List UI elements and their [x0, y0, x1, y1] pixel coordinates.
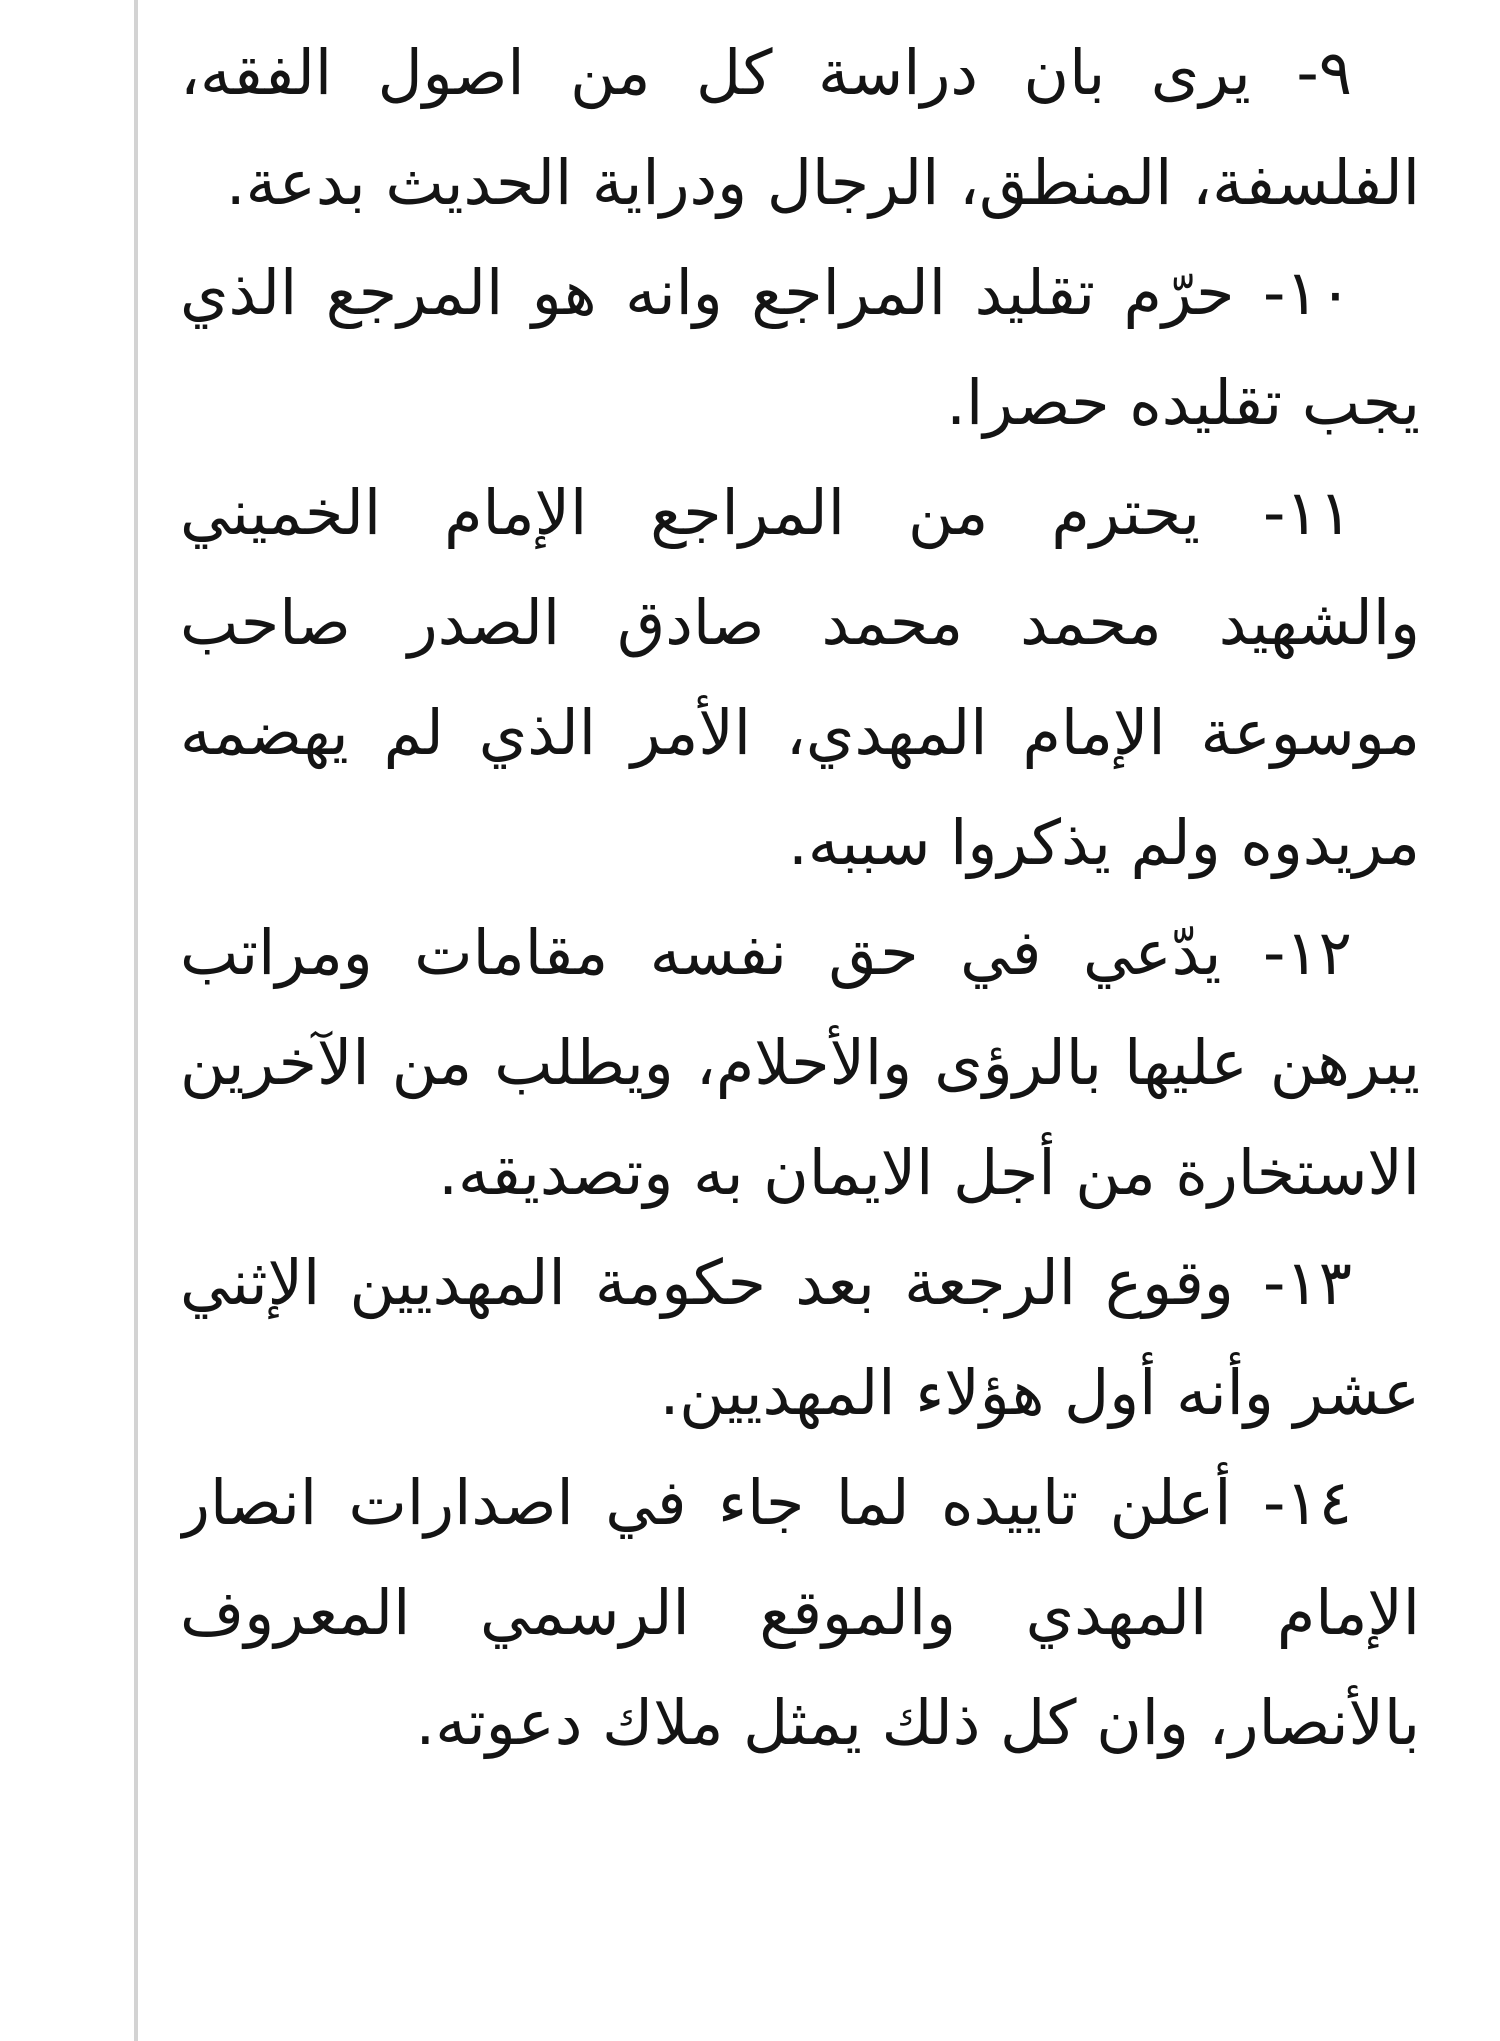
list-item-10	[180, 238, 1420, 458]
item-number: ٩-	[1296, 36, 1352, 109]
column-divider	[134, 0, 138, 2041]
item-text: حرّم تقليد المراجع وانه هو المرجع الذي يجب تقليده حصرا.	[180, 256, 1420, 439]
item-number: ١٢-	[1263, 916, 1352, 989]
item-text: أعلن تاييده لما جاء في اصدارات انصار الإمام المهدي والموقع الرسمي المعروف بالأنصار، وان كل ذلك يمثل ملاك دعوته.	[180, 1466, 1420, 1759]
item-text: يرى بان دراسة كل من اصول الفقه، الفلسفة، المنطق، الرجال ودراية الحديث بدعة.	[180, 36, 1420, 219]
list-item-12	[180, 898, 1420, 1228]
item-text: يحترم من المراجع الإمام الخميني والشهيد محمد محمد صادق الصدر صاحب موسوعة الإمام المهدي، الأمر الذي لم يهضمه مريدوه ولم يذكروا سببه.	[180, 476, 1420, 879]
item-text: يدّعي في حق نفسه مقامات ومراتب يبرهن عليها بالرؤى والأحلام، ويطلب من الآخرين الاستخارة من أجل الايمان به وتصديقه.	[180, 916, 1420, 1209]
item-number: ١٣-	[1263, 1246, 1352, 1319]
item-number: ١٤-	[1263, 1466, 1352, 1539]
item-number: ١١-	[1263, 476, 1352, 549]
list-item-9	[180, 18, 1420, 238]
list-item-11	[180, 458, 1420, 898]
item-number: ١٠-	[1263, 256, 1352, 329]
item-text: وقوع الرجعة بعد حكومة المهديين الإثني عشر وأنه أول هؤلاء المهديين.	[180, 1246, 1420, 1429]
text-column	[180, 18, 1420, 2041]
list-item-13	[180, 1228, 1420, 1448]
list-item-14	[180, 1448, 1420, 1778]
